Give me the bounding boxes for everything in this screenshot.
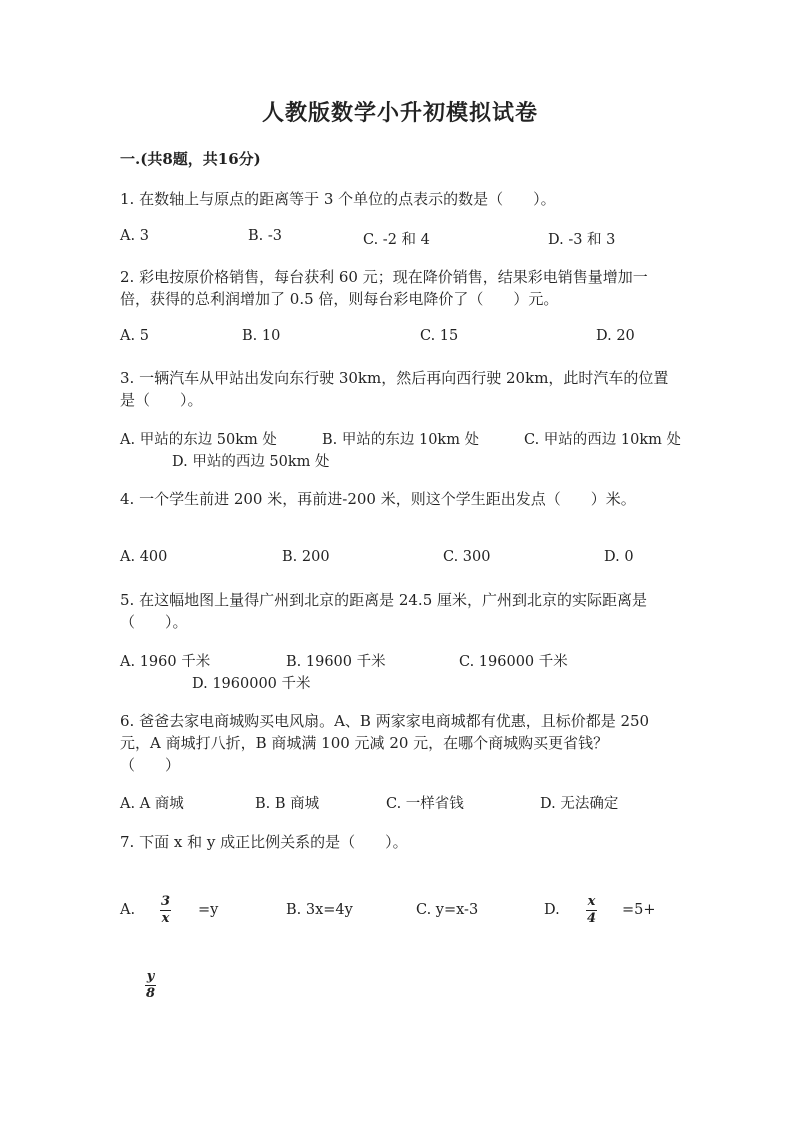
question-7-stem: 7. 下面 x 和 y 成正比例关系的是（ ）。 [120,833,408,851]
q3-option-a: A. 甲站的东边 50km 处 [120,432,277,448]
page-title: 人教版数学小升初模拟试卷 [261,100,538,126]
fraction-numerator: y [146,969,155,984]
question-6-stem-line-2: 元，A 商城打八折，B 商城满 100 元减 20 元，在哪个商城购买更省钱？ [120,734,609,752]
question-4-stem: 4. 一个学生前进 200 米，再前进-200 米，则这个学生距出发点（ ）米。 [120,490,636,508]
section-heading: 一.(共8题，共16分) [120,150,261,168]
q7-option-b: B. 3x=4y [286,902,353,918]
q1-option-c: C. -2 和 4 [363,232,430,248]
q3-option-b: B. 甲站的东边 10km 处 [322,432,480,448]
q2-option-b: B. 10 [242,328,281,344]
q5-option-a: A. 1960 千米 [120,654,211,670]
q6-option-d: D. 无法确定 [540,796,619,812]
q4-option-b: B. 200 [282,549,330,565]
question-3-stem-line-1: 3. 一辆汽车从甲站出发向东行驶 30km，然后再向西行驶 20km，此时汽车的位置 [120,369,669,387]
fraction-denominator: 8 [146,986,156,1001]
q3-option-c: C. 甲站的西边 10km 处 [524,432,682,448]
q4-option-c: C. 300 [443,549,491,565]
q7-option-d-rest: =5+ [622,902,656,918]
question-6-stem-line-3: （ ） [120,756,181,774]
q7-fraction-x-over-4 [586,895,597,926]
q7-fraction-y-over-8 [145,970,156,1001]
q6-option-a: A. A 商城 [120,796,184,812]
question-5-stem-line-1: 5. 在这幅地图上量得广州到北京的距离是 24.5 厘米，广州到北京的实际距离是 [120,591,648,609]
q5-option-b: B. 19600 千米 [286,654,386,670]
q3-option-d: D. 甲站的西边 50km 处 [172,454,330,470]
q7-option-a-rest: =y [198,902,219,918]
q7-fraction-3-over-x [160,895,171,926]
q7-option-a-label: A. [120,902,136,918]
question-6-stem-line-1: 6. 爸爸去家电商城购买电风扇。A、B 两家家电商城都有优惠，且标价都是 250 [120,712,650,730]
q2-option-c: C. 15 [420,328,459,344]
fraction-denominator: x [161,911,170,926]
q2-option-d: D. 20 [596,328,635,344]
q4-option-a: A. 400 [120,549,168,565]
q2-option-a: A. 5 [120,328,149,344]
q6-option-c: C. 一样省钱 [386,796,464,812]
q1-option-b: B. -3 [248,228,282,244]
question-3-stem-line-2: 是（ ）。 [120,391,203,409]
q6-option-b: B. B 商城 [255,796,320,812]
q1-option-d: D. -3 和 3 [548,232,616,248]
fraction-numerator: 3 [161,894,171,909]
q5-option-c: C. 196000 千米 [459,654,568,670]
fraction-denominator: 4 [587,911,597,926]
question-1-stem: 1. 在数轴上与原点的距离等于 3 个单位的点表示的数是（ ）。 [120,190,556,208]
q1-option-a: A. 3 [120,228,149,244]
q5-option-d: D. 1960000 千米 [192,676,311,692]
q7-option-d-label: D. [544,902,560,918]
question-2-stem-line-2: 倍，获得的总利润增加了 0.5 倍，则每台彩电降价了（ ）元。 [120,290,559,308]
question-2-stem-line-1: 2. 彩电按原价格销售，每台获利 60 元；现在降价销售，结果彩电销售量增加一 [120,268,648,286]
q4-option-d: D. 0 [604,549,634,565]
q7-option-c: C. y=x-3 [416,902,479,918]
fraction-numerator: x [587,894,596,909]
question-5-stem-line-2: （ ）。 [120,613,188,631]
